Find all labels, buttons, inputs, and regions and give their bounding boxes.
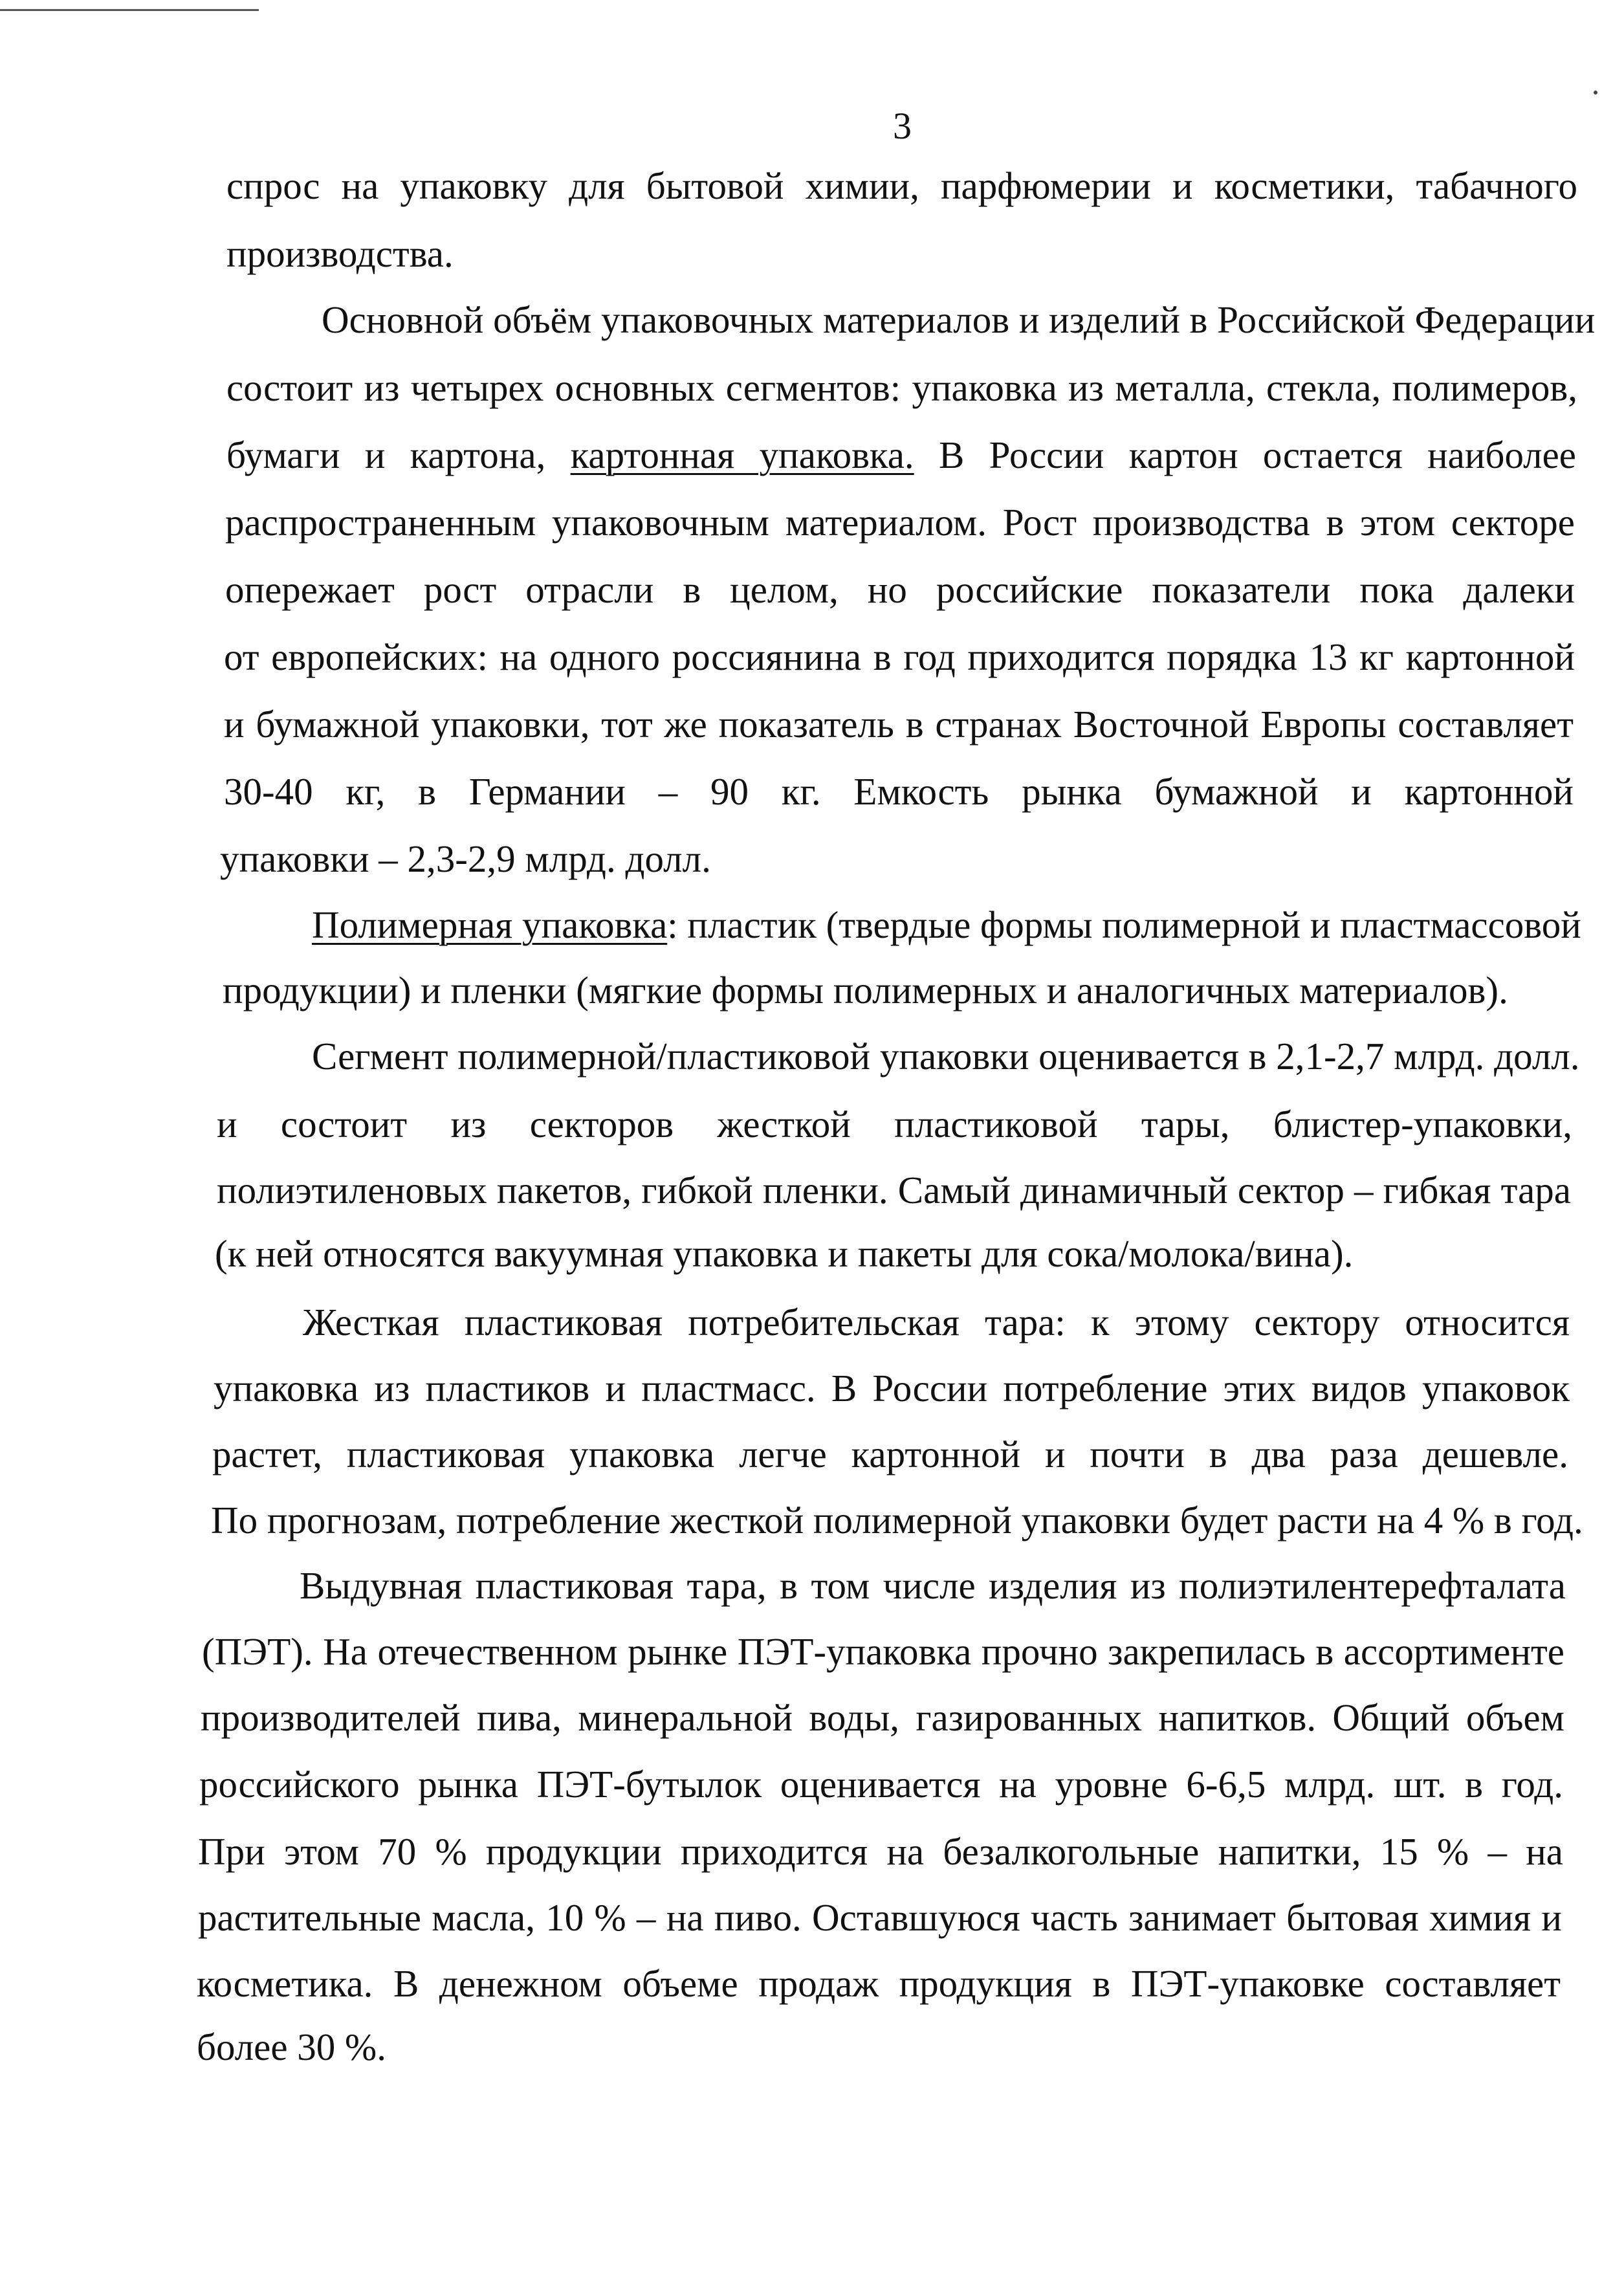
text-line (212, 1431, 1568, 1477)
text-line (198, 1829, 1563, 1874)
text-line (312, 902, 1581, 947)
text-segment: более 30 %. (197, 2026, 386, 2068)
text-segment: В России картон остается наиболее (914, 434, 1576, 476)
text-segment: : пластик (твердые формы полимерной и пластмассовой (667, 903, 1581, 946)
text-segment: и бумажной упаковки, тот же показатель в странах Восточной Европы составляет (224, 703, 1574, 746)
text-line (226, 231, 1577, 276)
text-segment: бумаги и картона, (226, 434, 571, 476)
text-line (211, 1497, 1583, 1543)
text-segment: производителей пива, минеральной воды, газированных напитков. Общий объем (201, 1696, 1564, 1739)
scan-edge-line (0, 9, 259, 11)
text-line (226, 163, 1577, 208)
text-line (202, 1629, 1564, 1674)
text-segment: По прогнозам, потребление жесткой полимерной упаковки будет расти на 4 % в год. (211, 1499, 1583, 1541)
text-line (224, 702, 1574, 747)
text-segment: (к ней относятся вакуумная упаковка и пакеты для сока/молока/вина). (215, 1232, 1354, 1275)
text-segment: упаковка из пластиков и пластмасс. В России потребление этих видов упаковок (214, 1367, 1570, 1409)
text-segment: опережает рост отрасли в целом, но российские показатели пока далеки (225, 568, 1575, 611)
text-segment: упаковки – 2,3-2,9 млрд. долл. (220, 837, 711, 880)
text-segment: Жесткая пластиковая потребительская тара: к этому сектору относится (303, 1301, 1570, 1343)
text-line (199, 1762, 1563, 1807)
text-segment: косметика. В денежном объеме продаж продукция в ПЭТ-упаковке составляет (197, 1962, 1561, 2005)
underlined-text: Полимерная упаковка (312, 903, 668, 946)
text-line (197, 1961, 1561, 2006)
text-segment: растительные масла, 10 % – на пиво. Оставшуюся часть занимает бытовая химия и (198, 1896, 1562, 1939)
text-segment: Выдувная пластиковая тара, в том числе изделия из полиэтилентерефталата (300, 1564, 1566, 1607)
text-segment: При этом 70 % продукции приходится на безалкогольные напитки, 15 % – на (198, 1830, 1563, 1873)
text-line (217, 1167, 1571, 1213)
text-segment: производства. (226, 232, 454, 275)
text-line (224, 769, 1574, 814)
scan-speck (1594, 91, 1597, 94)
text-segment: полиэтиленовых пакетов, гибкой пленки. Самый динамичный сектор – гибкая тара (217, 1169, 1571, 1211)
text-line (214, 1365, 1570, 1411)
text-line (225, 500, 1575, 545)
text-segment: распространенным упаковочным материалом. Рост производства в этом секторе (225, 501, 1575, 544)
underlined-text: картонная упаковка. (570, 434, 914, 476)
text-segment: продукции) и пленки (мягкие формы полимерных и аналогичных материалов). (223, 969, 1508, 1011)
text-line (226, 432, 1576, 478)
text-segment: Основной объём упаковочных материалов и изделий в Российской Федерации (322, 298, 1596, 341)
text-line (220, 836, 1574, 881)
text-segment: (ПЭТ). На отечественном рынке ПЭТ-упаковка прочно закрепилась в ассортименте (202, 1630, 1564, 1673)
text-line (223, 967, 1572, 1013)
text-segment: растет, пластиковая упаковка легче картонной и почти в два раза дешевле. (212, 1433, 1568, 1475)
text-line (224, 634, 1575, 679)
text-segment: 30-40 кг, в Германии – 90 кг. Емкость рынка бумажной и картонной (224, 770, 1574, 813)
text-line (215, 1231, 1571, 1276)
text-segment: российского рынка ПЭТ-бутылок оценивается на уровне 6-6,5 млрд. шт. в год. (199, 1763, 1563, 1806)
text-line (303, 1299, 1570, 1345)
text-line (198, 1895, 1562, 1940)
text-segment: от европейских: на одного россиянина в год приходится порядка 13 кг картонной (224, 635, 1575, 678)
text-line (300, 1563, 1566, 1608)
text-segment: состоит из четырех основных сегментов: упаковка из металла, стекла, полимеров, (226, 366, 1577, 409)
text-line (201, 1695, 1564, 1740)
text-line (225, 567, 1575, 612)
text-segment: и состоит из секторов жесткой пластиковой тары, блистер-упаковки, (217, 1103, 1572, 1145)
text-line (226, 365, 1577, 410)
text-line (312, 1033, 1580, 1079)
page-number: 3 (893, 105, 912, 147)
text-segment: спрос на упаковку для бытовой химии, парфюмерии и косметики, табачного (226, 164, 1577, 207)
text-line (217, 1101, 1572, 1147)
text-segment: Сегмент полимерной/пластиковой упаковки оценивается в 2,1-2,7 млрд. долл. (312, 1035, 1580, 1077)
text-line (197, 2024, 1561, 2070)
text-line (322, 297, 1596, 342)
